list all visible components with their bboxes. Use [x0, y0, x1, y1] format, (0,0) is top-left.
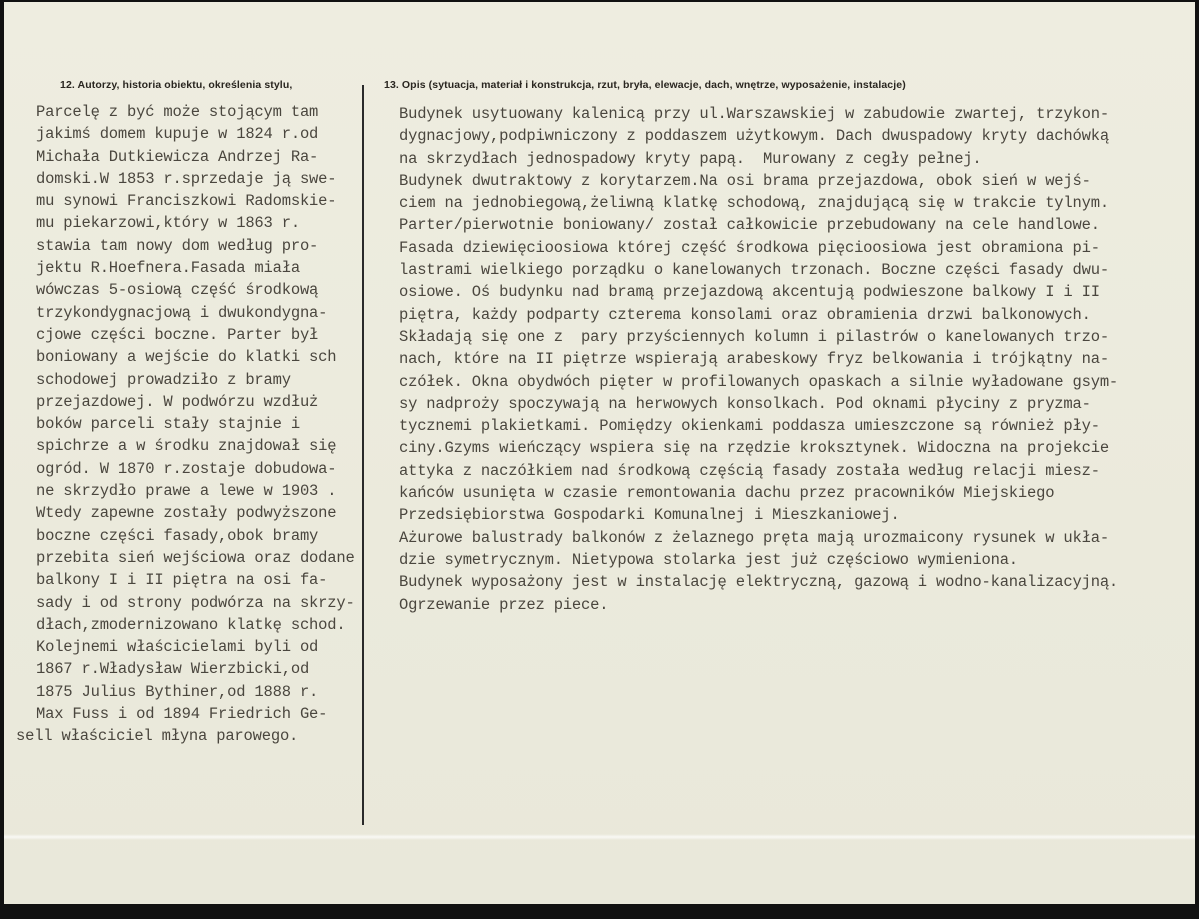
text-line: Kolejnemi właścicielami byli od: [36, 638, 319, 657]
text-line: dłach,zmodernizowano klatkę schod.: [36, 615, 346, 634]
text-line: attyka z naczółkiem nad środkową częścią fasady została według relacji miesz-: [399, 461, 1100, 480]
text-line: boków parceli stały stajnie i: [36, 415, 300, 434]
text-line: Parter/pierwotnie boniowany/ został całkowicie przebudowany na cele handlowe.: [399, 216, 1100, 235]
text-line: dzie symetrycznym. Nietypowa stolarka jest już częściowo wymieniona.: [399, 550, 1018, 569]
text-line: ciem na jednobiegową,żeliwną klatkę schodową, znajdującą się w trakcie tylnym.: [399, 194, 1109, 213]
text-line: spichrze a w środku znajdował się: [36, 437, 337, 456]
text-line: Budynek dwutraktowy z korytarzem.Na osi brama przejazdowa, obok sień w wejś-: [399, 171, 1091, 190]
text-line: boniowany a wejście do klatki sch: [36, 348, 337, 367]
text-line: Ogrzewanie przez piece.: [399, 595, 609, 614]
text-line: 1867 r.Władysław Wierzbicki,od: [36, 660, 310, 679]
text-line: lastrami wielkiego porządku o kanelowanych trzonach. Boczne części fasady dwu-: [399, 261, 1109, 280]
text-line: Składają się one z pary przyściennych kolumn i pilastrów o kanelowanych trzo-: [399, 327, 1109, 346]
text-line: przebita sień wejściowa oraz dodane: [36, 548, 355, 567]
text-line: trzykondygnacjową i dwukondygna-: [36, 303, 328, 322]
text-line: sy nadproży spoczywają na herwowych konsolkach. Pod oknami płyciny z pryzma-: [399, 394, 1091, 413]
text-line: ciny.Gzyms wieńczący wspiera się na rzędzie kroksztynek. Widoczna na projekcie: [399, 439, 1109, 458]
text-line: Max Fuss i od 1894 Friedrich Ge-: [36, 705, 328, 724]
section-13-text: [399, 103, 1199, 616]
document-page: [4, 2, 1195, 904]
text-line: sady i od strony podwórza na skrzy-: [36, 593, 355, 612]
text-line: Fasada dziewięcioosiowa której część środkowa pięcioosiowa jest obramiona pi-: [399, 238, 1100, 257]
text-line: sell właściciel młyna parowego.: [16, 727, 299, 746]
text-line: nach, które na II piętrze wspierają arabeskowy fryz belkowania i trójkątny na-: [399, 350, 1109, 369]
text-line: mu piekarzowi,który w 1863 r.: [36, 214, 300, 233]
section-13-header: 13. Opis (sytuacja, materiał i konstrukcja, rzut, bryła, elewacje, dach, wnętrze, wyposażenie, instalacje): [384, 79, 906, 91]
text-line: jektu R.Hoefnera.Fasada miała: [36, 259, 300, 278]
text-line: osiowe. Oś budynku nad bramą przejazdową akcentują podwieszone balkowy I i II: [399, 283, 1100, 302]
text-line: mu synowi Franciszkowi Radomskie-: [36, 192, 337, 211]
text-line: dygnacjowy,podpiwniczony z poddaszem użytkowym. Dach dwuspadowy kryty dachówką: [399, 127, 1109, 146]
text-line: Wtedy zapewne zostały podwyższone: [36, 504, 337, 523]
text-line: Budynek wyposażony jest w instalację elektryczną, gazową i wodno-kanalizacyjną.: [399, 573, 1119, 592]
text-line: piętra, każdy podparty czterema konsolami oraz obramienia drzwi balkonowych.: [399, 305, 1091, 324]
paper-fold: [4, 834, 1195, 840]
text-line: Parcelę z być może stojącym tam: [36, 103, 319, 121]
text-line: ogród. W 1870 r.zostaje dobudowa-: [36, 459, 337, 478]
text-line: Ażurowe balustrady balkonów z żelaznego pręta mają urozmaicony rysunek w ukła-: [399, 528, 1109, 547]
text-line: balkony I i II piętra na osi fa-: [36, 571, 328, 590]
section-12-header: 12. Autorzy, historia obiektu, określenia stylu,: [60, 79, 293, 91]
section-12-text: [16, 101, 386, 748]
text-line: 1875 Julius Bythiner,od 1888 r.: [36, 682, 319, 701]
text-line: cjowe części boczne. Parter był: [36, 325, 319, 344]
text-line: czółek. Okna obydwóch pięter w profilowanych opaskach a silnie wyładowane gsym-: [399, 372, 1119, 391]
text-line: domski.W 1853 r.sprzedaje ją swe-: [36, 169, 337, 188]
text-line: stawia tam nowy dom według pro-: [36, 236, 319, 255]
text-line: jakimś domem kupuje w 1824 r.od: [36, 125, 319, 144]
text-line: Przedsiębiorstwa Gospodarki Komunalnej i Mieszkaniowej.: [399, 506, 900, 525]
text-line: boczne części fasady,obok bramy: [36, 526, 319, 545]
text-line: Michała Dutkiewicza Andrzej Ra-: [36, 147, 319, 166]
text-line: Budynek usytuowany kalenicą przy ul.Warszawskiej w zabudowie zwartej, trzykon-: [399, 105, 1109, 123]
text-line: wówczas 5-osiową część środkową: [36, 281, 319, 300]
text-line: ne skrzydło prawe a lewe w 1903 .: [36, 482, 337, 501]
text-line: tycznemi plakietkami. Pomiędzy okienkami poddasza umieszczone są również pły-: [399, 417, 1100, 436]
text-line: kańców usunięta w czasie remontowania dachu przez pracowników Miejskiego: [399, 484, 1055, 503]
text-line: na skrzydłach jednospadowy kryty papą. Murowany z cegły pełnej.: [399, 149, 982, 168]
text-line: przejazdowej. W podwórzu wzdłuż: [36, 392, 319, 411]
text-line: schodowej prowadziło z bramy: [36, 370, 291, 389]
